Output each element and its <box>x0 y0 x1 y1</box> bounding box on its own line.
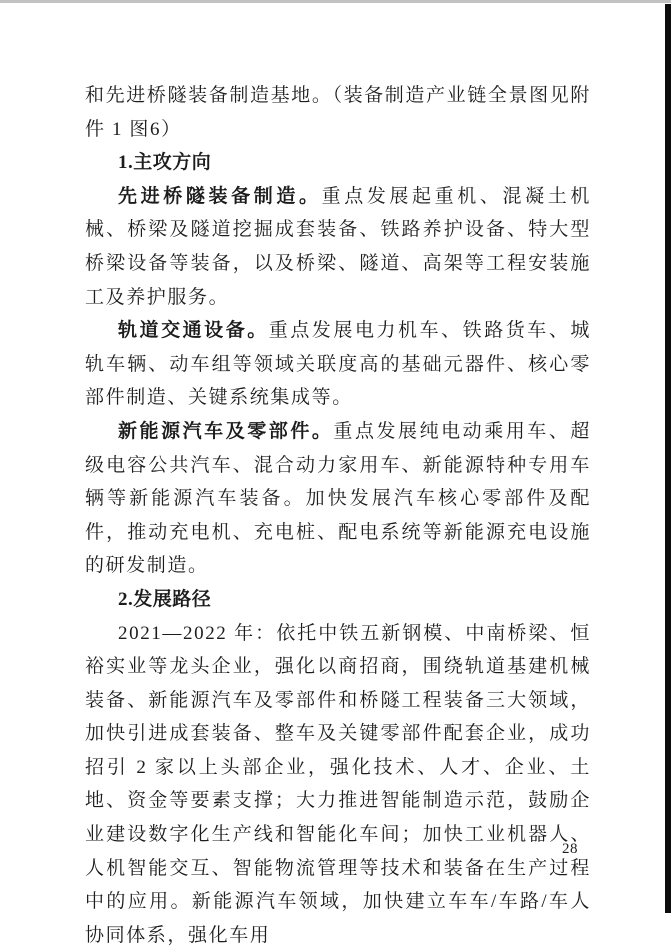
paragraph: 新能源汽车及零部件。重点发展纯电动乘用车、超级电容公共汽车、混合动力家用车、新能源特种专用车辆等新能源汽车装备。加快发展汽车核心零部件及配件，推动充电机、充电桩、配电系统等新能源充电设施的研发制造。 <box>85 415 591 583</box>
paragraph-lead: 轨道交通设备。 <box>118 320 269 341</box>
page-right-edge-bar <box>665 4 671 913</box>
section-heading: 1.主攻方向 <box>85 146 591 180</box>
paragraph: 2021—2022 年：依托中铁五新钢模、中南桥梁、恒裕实业等龙头企业，强化以商招商，围绕轨道基建机械装备、新能源汽车及零部件和桥隧工程装备三大领域，加快引进成套装备、整车及关键零部件配套企业，成功招引 2 家以上头部企业，强化技术、人才、企业、土地、资金等要素支撑；大力推进智能制造示范，鼓励企业建设数字化生产线和智能化车间；加快工业机器人、人机智能交互、智能物流管理等技术和装备在生产过程中的应用。新能源汽车领域，加快建立车车/车路/车人协同体系，强化车用 <box>85 617 591 952</box>
document-text-block <box>85 79 591 952</box>
paragraph: 先进桥隧装备制造。重点发展起重机、混凝土机械、桥梁及隧道挖掘成套装备、铁路养护设备、特大型桥梁设备等装备，以及桥梁、隧道、高架等工程安装施工及养护服务。 <box>85 180 591 314</box>
section-heading: 2.发展路径 <box>85 583 591 617</box>
page-number: 28 <box>562 841 578 858</box>
paragraph-lead: 先进桥隧装备制造。 <box>118 186 322 207</box>
paragraph: 轨道交通设备。重点发展电力机车、铁路货车、城轨车辆、动车组等领域关联度高的基础元器件、核心零部件制造、关键系统集成等。 <box>85 314 591 415</box>
paragraph: 和先进桥隧装备制造基地。（装备制造产业链全景图见附件 1 图6） <box>85 79 591 146</box>
page-top-edge <box>0 0 671 3</box>
paragraph-lead: 新能源汽车及零部件。 <box>118 421 333 442</box>
